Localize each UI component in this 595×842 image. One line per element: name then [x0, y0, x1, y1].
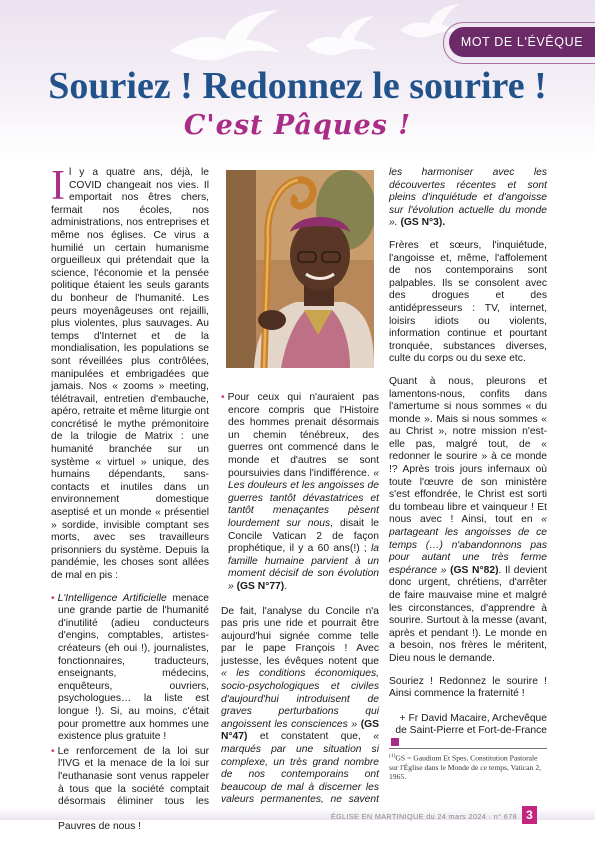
- section-rubric: MOT DE L'ÉVÊQUE: [449, 27, 595, 57]
- archbishop-photo: [226, 170, 374, 368]
- article-column-2: [221, 392, 379, 830]
- list-item: • Le renforcement de la loi sur l'IVG et la menace de la loi sur l'euthanasie sont venus rappeler à tous que la société comptait désormais éliminer tous les Pauvres de nous !: [51, 745, 209, 833]
- end-mark-icon: [391, 738, 399, 746]
- closing-paragraph: Souriez ! Redonnez le sourire ! Ainsi commence la fraternité !: [389, 675, 547, 700]
- bullet-list: [221, 392, 379, 594]
- article-column-1: [51, 163, 209, 836]
- page-subtitle: C'est Pâques !: [183, 110, 412, 141]
- footer-credit: ÉGLISE EN MARTINIQUE du 24 mars 2024 · n° 678: [330, 812, 517, 821]
- archbishop-illustration: [226, 170, 374, 368]
- list-item: • L'Intelligence Artificielle menace une grande partie de l'humanité d'inutilité (adieu conducteurs d'engins, comptables, artistes-créateurs (eh oui !), journalistes, fonctionnaires, traducteurs, enseignants, médecins, enquêteurs, ouvriers, psychologues… la liste est longue !). Si, au moins, c'était pour promettre aux hommes une existence plus gratuite !: [51, 592, 209, 743]
- paragraph: De fait, l'analyse du Concile n'a pas pris une ride et pourrait être aujourd'hui signée comme telle par le pape François ! Avec justesse, les évêques notent que « les conditions économiques, socio-psychologiques et civiles d'aujourd'hui introduisent de graves perturbations qui angoissent les consciences » (GS N°47) et constatent que, « marqués par une situation si complexe, un très grand nombre de nos contemporains ont beaucoup de mal à discerner les valeurs permanentes, ne savent: [221, 605, 379, 806]
- dove-icon: [300, 10, 380, 60]
- signature-line: + Fr David Macaire, Archevêque: [399, 712, 547, 724]
- paragraph: Quant à nous, pleurons et lamentons-nous, confits dans l'amertume si nous sommes « du monde ». Mais si nous sommes « au Christ », notre mission n'est-elle pas, malgré tout, de « redonner le sourire » à ce monde !? Après trois jours infernaux où toute l'œuvre de son ministère s'est effondrée, le Christ est sorti du tombeau libre et vainqueur ! Et nous avec ! Ainsi, tout en « partageant les angoisses de ce temps (…) n'abandonnons pas pour autant une très ferme espérance » (GS N°82). Il devient donc urgent, chrétiens, d'arrêter de faire mauvaise mine et malgré les circonstances, d'apprendre à sourire. Surtout à la messe (avant, après et pendant !). Le monde en a besoin, nos frères le méritent, Dieu nous le demande.: [389, 375, 547, 664]
- signature: [389, 713, 547, 746]
- page-title: Souriez ! Redonnez le sourire !: [48, 65, 547, 107]
- drop-cap: I: [51, 163, 65, 209]
- page-number: 3: [522, 806, 537, 824]
- bullet-list: [51, 593, 209, 834]
- signature-line: de Saint-Pierre et Fort-de-France: [389, 725, 547, 746]
- paragraph: les harmoniser avec les découvertes récentes et sont pleins d'inquiétude et d'angoisse sur l'évolution actuelle du monde ». (GS N°3).: [389, 167, 547, 229]
- article-column-3: [389, 167, 547, 746]
- bullet-icon: •: [51, 745, 55, 757]
- footnote: $^{(1)}$GS = Gaudium Et Spes, Constitution Pastorale sur l'Église dans le Monde de ce temps, Vatican 2, 1965.: [389, 748, 547, 781]
- bullet-icon: •: [221, 392, 225, 403]
- paragraph: Frères et sœurs, l'inquiétude, l'angoisse et, même, l'affolement de nos contemporains sont palpables. Ils se consolent avec des drogues et des antidépresseurs : TV, internet, loisirs idiots ou violents, information continue et pourtant tronquée, substances diverses, culte du corps ou du sexe etc.: [389, 239, 547, 365]
- intro-paragraph: Il y a quatre ans, déjà, le COVID changeait nos vies. Il emportait nos êtres chers, fermait nos écoles, nos administrations, nos entreprises et même nos églises. Ce virus a humilié un certain humanisme orgueilleux qui prétendait que la science, l'économie et la pensée politique étaient les seuls garants du bonheur de l'humanité. Les peurs moyenâgeuses ont rejailli, plus violentes, plus sauvages. Au temps d'Internet et de la mondialisation, les populations se sont réveillées plus contrôlées, manipulées et embrigadées que jamais. Nos « zooms » meeting, télétravail, entretien d'embauche, apéro, retraite et même liturgie ont concrétisé le mythe prémonitoire de la trilogie de Matrix : une humanité branchée sur un système « virtuel » unique, des humains dépendants, sans-contacts et inutiles dans un environnement domestique aseptisé et un monde « présentiel » sordide, invisible comptant ses morts, avec ses travailleurs prisonniers du système. Depuis la pandémie, les choses sont allées de mal en pis :: [51, 163, 209, 581]
- dove-icon: [160, 6, 290, 66]
- list-item: • Pour ceux qui n'auraient pas encore compris que l'Histoire des hommes prenait désormais un chemin ténébreux, des guerres ont commencé dans le monde et d'autres se sont poursuivies dans l'indifférence. « Les douleurs et les angoisses de guerres tantôt dévastatrices et tantôt menaçantes pèsent lourdement sur nous, disait le Concile Vatican 2 de façon prophétique, il y a 60 ans(!) ; la famille humaine parvient à un moment décisif de son évolution » (GS N°77).: [221, 392, 380, 592]
- bullet-icon: •: [51, 592, 55, 604]
